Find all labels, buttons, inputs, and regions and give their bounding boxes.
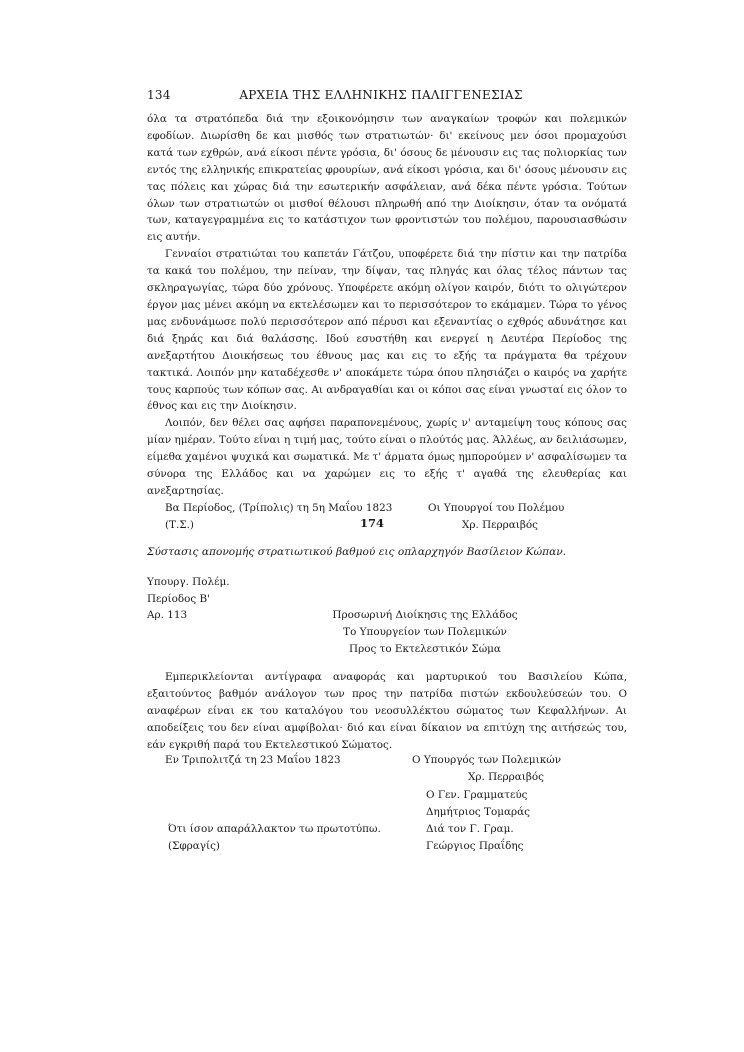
signature-minister xyxy=(412,752,561,786)
seal-mark: (Τ.Σ.) xyxy=(165,518,194,531)
signer-name: Χρ. Περραιβός xyxy=(462,518,538,531)
place-date: Εν Τριπολιτζά τη 23 Μαΐου 1823 xyxy=(165,754,341,766)
document-meta xyxy=(147,574,230,624)
copy-attestation xyxy=(168,821,381,855)
signer-title: Οι Υπουργοί του Πολέμου xyxy=(428,501,565,514)
seal-mark: (Σφραγίς) xyxy=(168,840,220,852)
signer-name: Δημήτριος Τομαράς xyxy=(426,806,530,818)
document-number: 174 xyxy=(359,516,384,530)
paragraph: Λοιπόν, δεν θέλει σας αφήσει παραπονεμένους, χωρίς ν' ανταμείψη τους κόπους σας μίαν ημέραν. Τούτο είναι η τιμή μας, τούτο είναι ο πλούτός μας. Άλλέως, αν δειλιάσωμεν, είμεθα χαμένοι ψυχικά και σωματικά. Με τ' άρματα όμως ημπορούμεν ν' ασφαλίσωμεν τα σύνορα της Ελλάδος και να χαρώμεν εις το εξής τ' αγαθά της ελευθερίας και ανεξαρτησίας. xyxy=(147,417,627,497)
copy-note: Ότι ίσον απαράλλακτον τω πρωτοτύπω. xyxy=(168,823,381,835)
heading-line: Προσωρινή Διοίκησις της Ελλάδος xyxy=(332,609,518,621)
heading-line: Προς το Εκτελεστικόν Σώμα xyxy=(349,642,501,655)
paragraph: Γενναίοι στρατιώται του καπετάν Γάτζου, υποφέρετε διά την πίστιν και την πατρίδα τα κακά του πολέμου, την πείναν, την δίψαν, τας πληγάς και όλας τέλος πάντων τας σκληραγωγίας, τώρα δύο χρόνους. Υποφέρετε ακόμη ολίγον καιρόν, διότι το ολιγώτερον έργον μας μένει ακόμη να εκτελέσωμεν και το περισσότερον το εκάμαμεν. Τώρα το γένος μας ενδυνάμωσε πολύ περισσότερον από πέρυσι και εξεναντίας ο εχθρός αδυνάτησε και διά ξηράς και διά θαλάσσης. Ιδού εσυστήθη και ενεργεί η Δευτέρα Περίοδος της ανεξαρτήτου Διοικήσεως του έθνους μας και εις το εξής τα πράγματα θα τρέχουν τακτικά. Λοιπόν μην καταδέχεσθε ν' αποκάμετε τώρα όπου πλησιάζει ο καιρός να χαρήτε τους καρπούς των κόπων σας. Αι ανδραγαθίαι και οι κόποι σας είναι γνωσταί εις όλον το έθνος και εις την Διοίκησιν. xyxy=(147,248,627,413)
page-number: 134 xyxy=(147,88,171,102)
meta-period: Περίοδος Β' xyxy=(147,592,211,605)
document-173-end xyxy=(147,111,627,534)
running-title: ΑΡΧΕΙΑ ΤΗΣ ΕΛΛΗΝΙΚΗΣ ΠΑΛΙΓΓΕΝΕΣΙΑΣ xyxy=(239,88,523,102)
paragraph: Εμπερικλείονται αντίγραφα αναφοράς και μαρτυρικού του Βασιλείου Κώπα, εξαιτούντος βαθμόν ανάλογον των προς την πατρίδα πιστών εκδουλεύσεών του. Ο αναφέρων είναι εκ του καταλόγου του νεοσυλλέκτου σώματος των Κεφαλλήνων. Αι αποδείξεις του δεν είναι αμφίβολαι· διό και είναι δίκαιον να επιτύχη της αιτήσεώς του, εάν εγκριθή παρά του Εκτελεστικού Σώματος. xyxy=(147,671,627,751)
heading-line: Το Υπουργείον των Πολεμικών xyxy=(343,625,507,638)
signature-secretary xyxy=(426,787,530,821)
paragraph: όλα τα στρατόπεδα διά την εξοικονόμησιν των αναγκαίων τροφών και πολεμικών εφοδίων. Διωρίσθη δε και μισθός των στρατιωτών· δι' εκείνους μεν όσοι προμαχούσι κατά των εχθρών, ανά είκοσι πέντε γρόσια, δι' όσους δε μένουσιν εις τας πολιορκίας των εντός της ελληνικής επικρατείας φρουρίων, ανά είκοσι γρόσια, και δι' όσους μένουσιν εις τας πόλεις και χώρας διά την εσωτερικήν ασφάλειαν, ανά δέκα πέντε γρόσια. Τούτων όλων των στρατιωτών οι μισθοί θέλουσι πληρωθή από την Διοίκησιν, όταν τα ονόματά των, καταγεγραμμένα εις το κατάστιχον των φροντιστών του πολέμου, παρουσιασθώσιν εις αυτήν. xyxy=(147,113,627,244)
document-title: Σύστασις απονομής στρατιωτικού βαθμού εις οπλαρχηγόν Βασίλειον Κώπαν. xyxy=(147,546,567,558)
signer-title: Ο Υπουργός των Πολεμικών xyxy=(412,754,562,766)
signer-title: Διά τον Γ. Γραμ. xyxy=(426,823,514,835)
meta-ministry: Υπουργ. Πολέμ. xyxy=(147,576,230,588)
date-line: Βα Περίοδος, (Τρίπολις) τη 5η Μαΐου 1823 xyxy=(165,501,393,514)
signer-name: Χρ. Περραιβός xyxy=(468,771,544,783)
signer-name: Γεώργιος Πραΐδης xyxy=(426,840,524,852)
document-heading xyxy=(280,607,570,657)
signature-clerk xyxy=(426,821,523,855)
document-174-body xyxy=(147,669,627,754)
signer-title: Ο Γεν. Γραμματεύς xyxy=(426,789,528,801)
meta-number: Αρ. 113 xyxy=(147,609,188,621)
